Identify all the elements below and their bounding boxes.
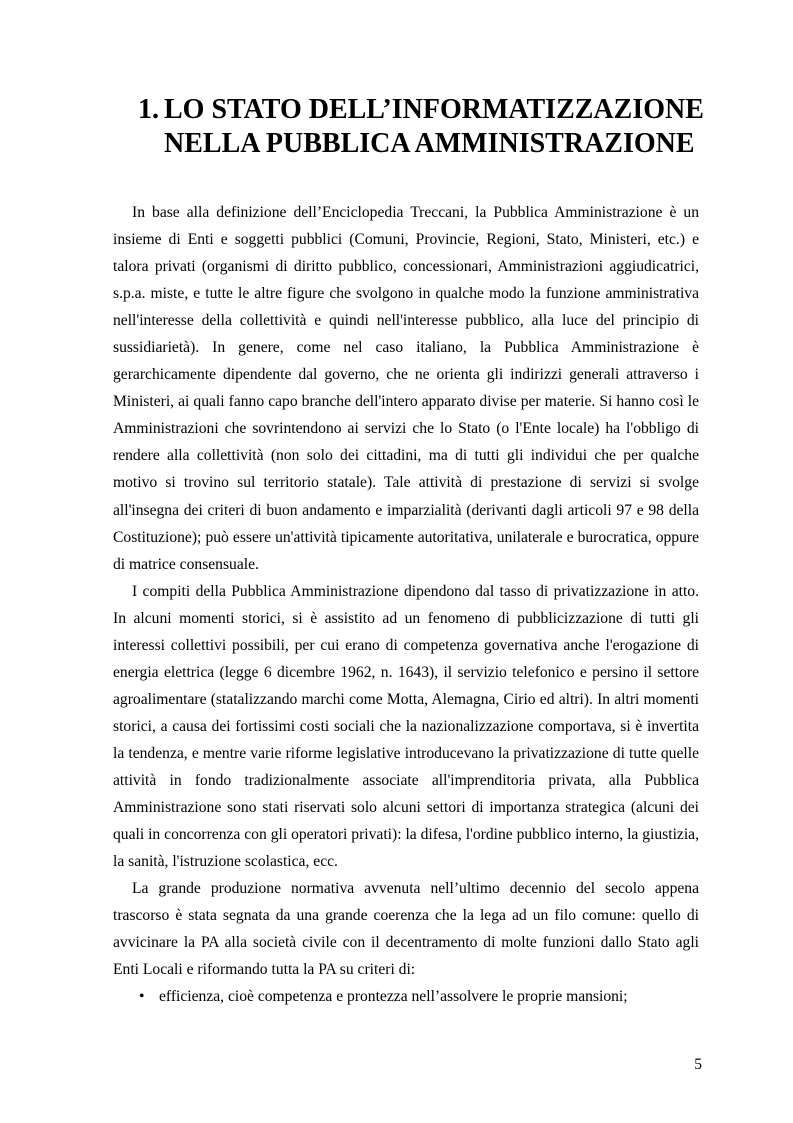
chapter-number: 1. (138, 94, 159, 125)
body-text (113, 199, 699, 1010)
chapter-heading (138, 93, 718, 161)
chapter-title-line-1: LO STATO DELL’INFORMATIZZAZIONE (164, 94, 704, 125)
paragraph-3: La grande produzione normativa avvenuta nell’ultimo decennio del secolo appena trascorso è stata segnata da una grande coerenza che la lega ad un filo comune: quello di avvicinare la PA alla società civile con il decentramento di molte funzioni dallo Stato agli Enti Locali e riformando tutta la PA su criteri di: (113, 880, 699, 979)
bullet-text: efficienza, cioè competenza e prontezza nell’assolvere le proprie mansioni; (159, 988, 628, 1006)
chapter-heading-row-2 (138, 127, 718, 161)
chapter-heading-row-1 (138, 93, 718, 127)
paragraph-2: I compiti della Pubblica Amministrazione dipendono dal tasso di privatizzazione in atto. In alcuni momenti storici, si è assistito ad un fenomeno di pubblicizzazione di tutti gli interessi collettivi possibili, per cui erano di competenza governativa anche l'erogazione di energia elettrica (legge 6 dicembre 1962, n. 1643), il servizio telefonico e persino il settore agroalimentare (statalizzando marchi come Motta, Alemagna, Cirio ed altri). In altri momenti storici, a causa dei fortissimi costi sociali che la nazionalizzazione comportava, si è invertita la tendenza, e mentre varie riforme legislative introducevano la privatizzazione di tutte quelle attività in fondo tradizionalmente associate all'imprenditoria privata, alla Pubblica Amministrazione sono stati riservati solo alcuni settori di importanza strategica (alcuni dei quali in concorrenza con gli operatori privati): la difesa, l'ordine pubblico interno, la giustizia, la sanità, l'istruzione scolastica, ecc. (113, 582, 699, 871)
bullet-icon: • (139, 988, 145, 1006)
page-number: 5 (694, 1056, 702, 1073)
bullet-list (113, 983, 699, 1010)
chapter-title-line-2: NELLA PUBBLICA AMMINISTRAZIONE (164, 128, 695, 159)
paragraph-1: In base alla definizione dell’Enciclopedia Treccani, la Pubblica Amministrazione è un insieme di Enti e soggetti pubblici (Comuni, Provincie, Regioni, Stato, Ministeri, etc.) e talora privati (organismi di diritto pubblico, concessionari, Amministrazioni aggiudicatrici, s.p.a. miste, e tutte le altre figure che svolgono in qualche modo la funzione amministrativa nell'interesse della collettività e quindi nell'interesse pubblico, alla luce del principio di sussidiarietà). In genere, come nel caso italiano, la Pubblica Amministrazione è gerarchicamente dipendente dal governo, che ne orienta gli indirizzi generali attraverso i Ministeri, ai quali fanno capo branche dell'intero apparato divise per materie. Si hanno così le Amministrazioni che sovrintendono ai servizi che lo Stato (o l'Ente locale) ha l'obbligo di rendere alla collettività (non solo dei cittadini, ma di tutti gli individui che per qualche motivo si trovino sul territorio statale). Tale attività di prestazione di servizi si svolge all'insegna dei criteri di buon andamento e imparzialità (derivanti dagli articoli 97 e 98 della Costituzione); può essere un'attività tipicamente autoritativa, unilaterale e burocratica, oppure di matrice consensuale. (113, 204, 699, 573)
bullet-item (113, 983, 699, 1010)
